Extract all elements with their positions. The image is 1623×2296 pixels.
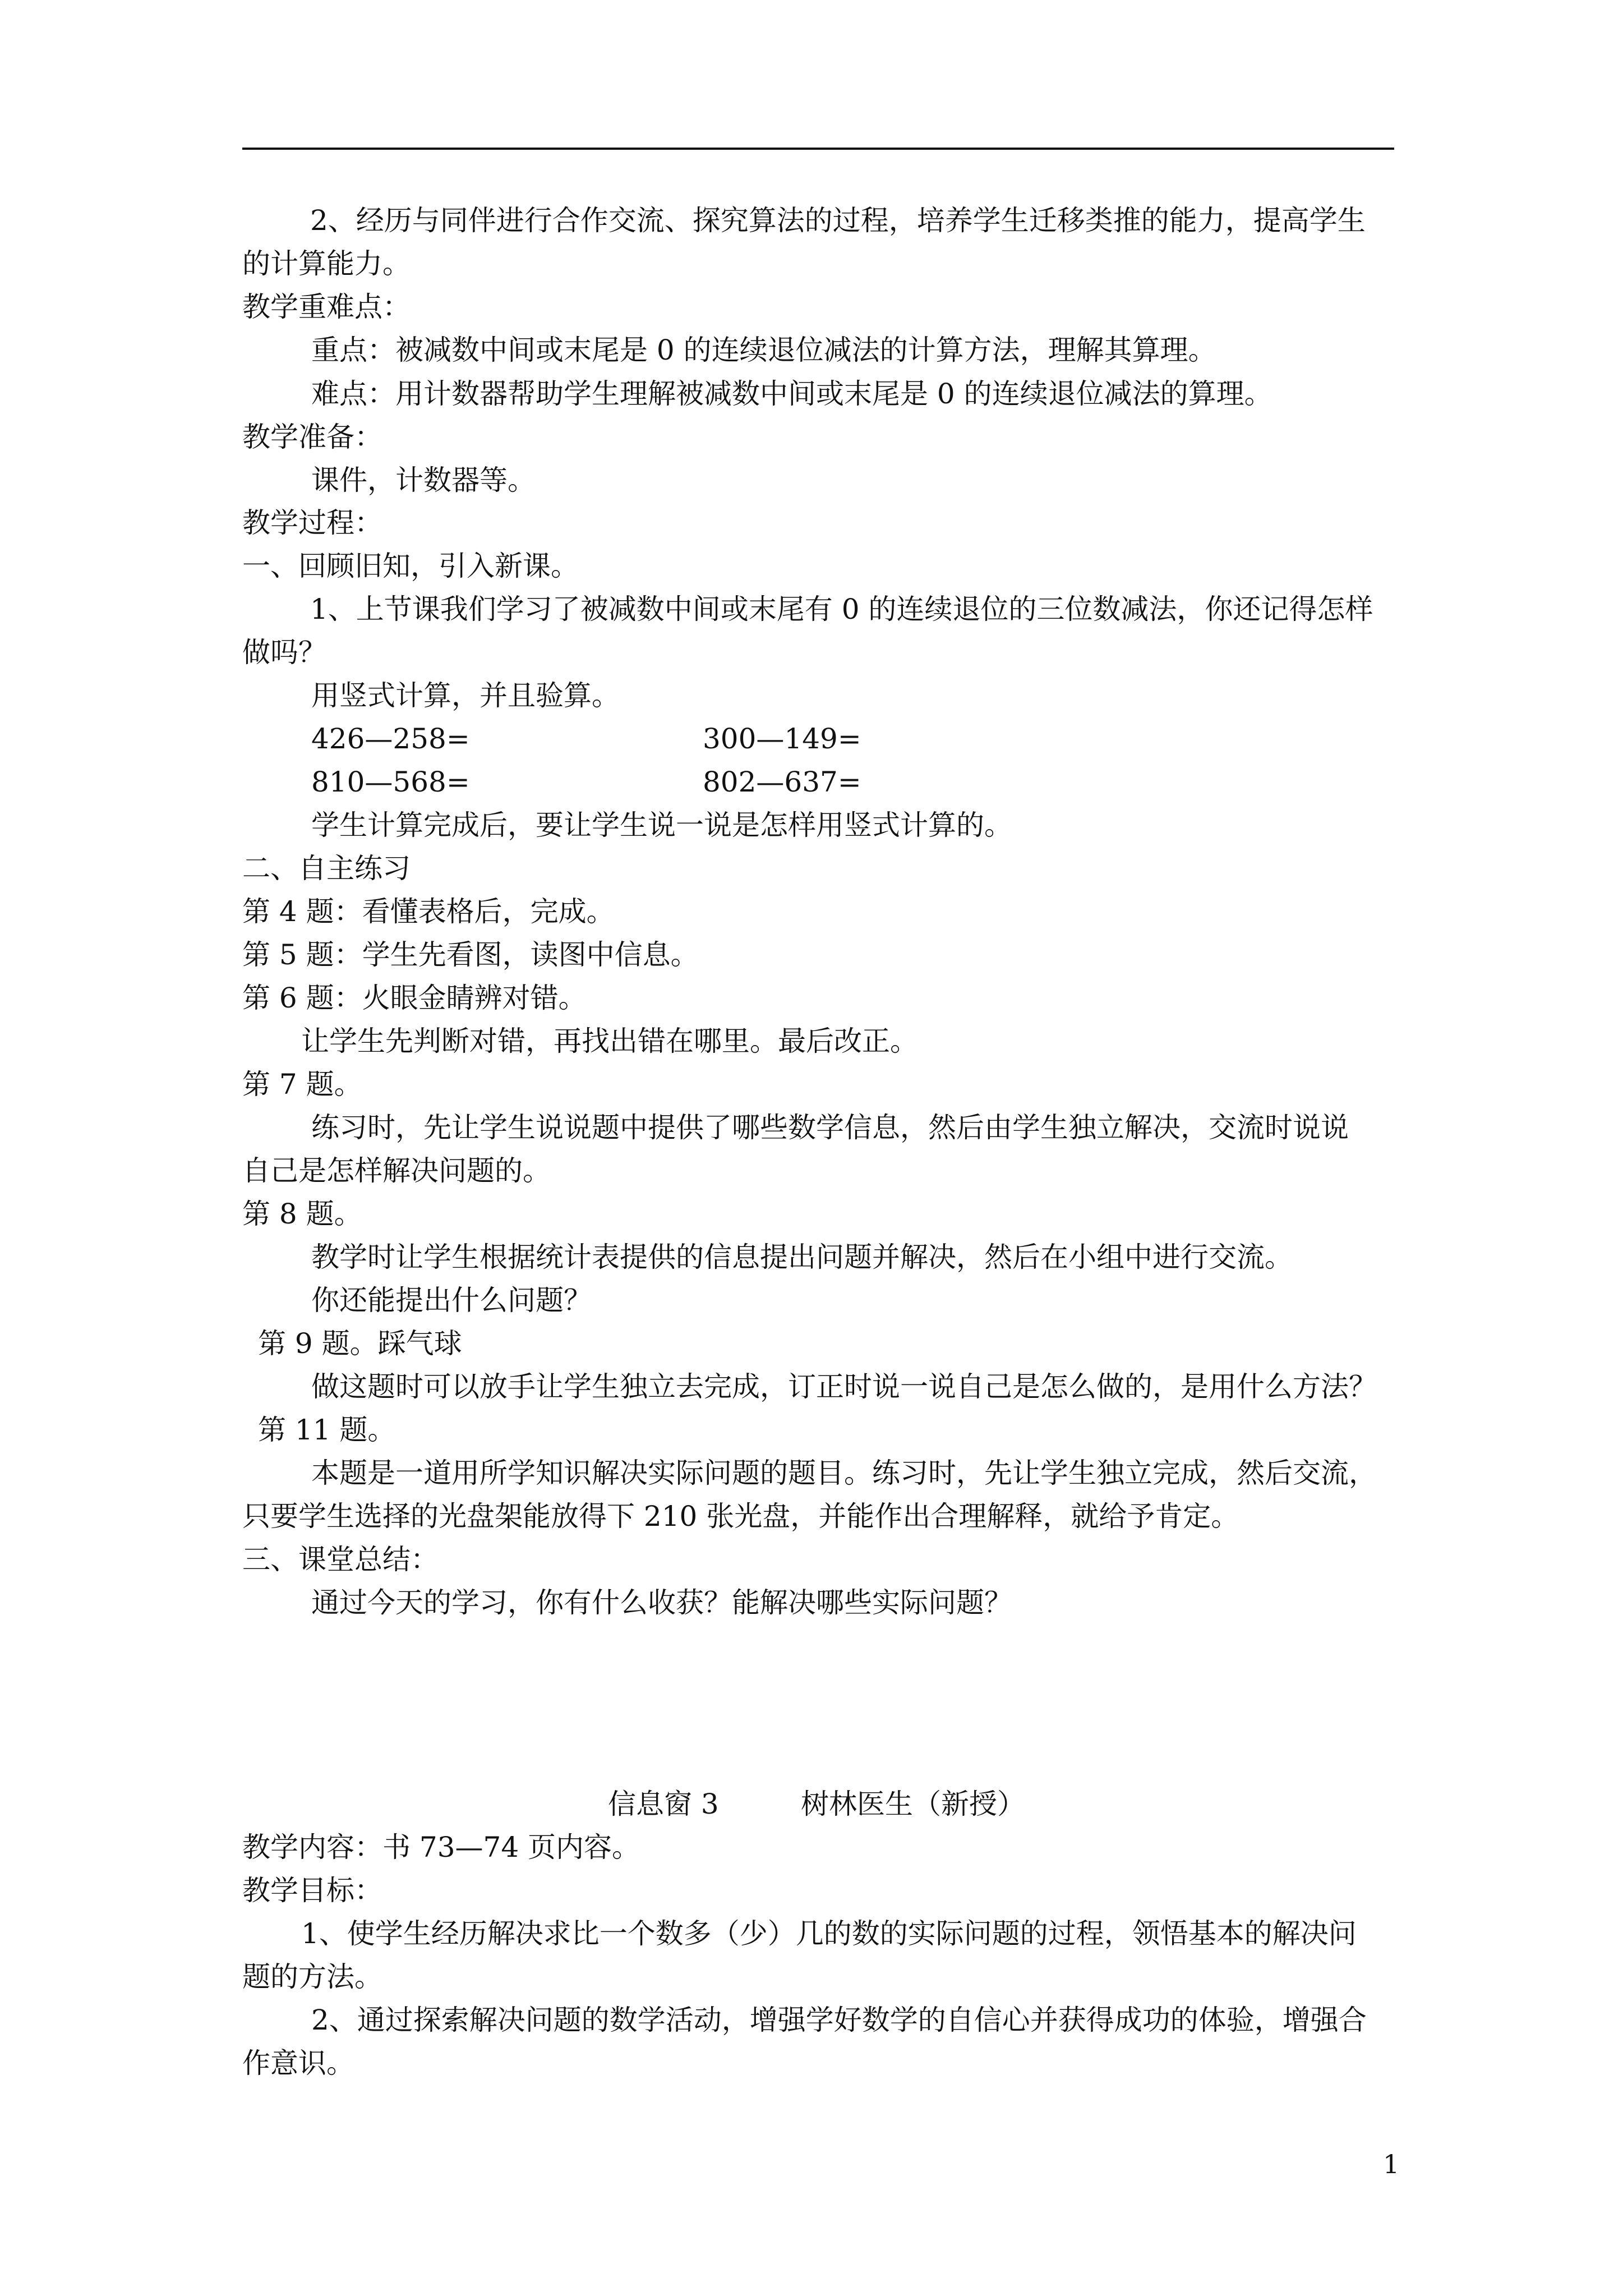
key-points-heading: 教学重难点：: [242, 291, 411, 323]
section-1-title: 一、回顾旧知，引入新课。: [242, 550, 579, 582]
goal-2-line-1: 2、经历与同伴进行合作交流、探究算法的过程，培养学生迁移类推的能力，提高学生: [310, 204, 1366, 237]
next-goal-1-line-1: 1、使学生经历解决求比一个数多（少）几的数的实际问题的过程，领悟基本的解决问: [301, 1917, 1357, 1950]
next-goal-1-line-2: 题的方法。: [242, 1961, 382, 1993]
goals-heading: 教学目标：: [242, 1874, 382, 1907]
question-7-note-line-2: 自己是怎样解决问题的。: [242, 1154, 551, 1187]
info-window-title: 信息窗 3: [608, 1788, 719, 1820]
question-8-note-2: 你还能提出什么问题？: [311, 1284, 592, 1317]
exercise: 426—258=: [311, 723, 470, 755]
preparation-items: 课件，计数器等。: [311, 464, 536, 496]
goal-2-line-2: 的计算能力。: [242, 247, 411, 280]
section-3-title: 三、课堂总结：: [242, 1543, 439, 1576]
question-9-note: 做这题时可以放手让学生独立去完成，订正时说一说自己是怎么做的，是用什么方法？: [311, 1370, 1377, 1403]
question-9: 第 9 题。踩气球: [258, 1327, 462, 1360]
header-rule: [242, 148, 1394, 150]
exercise: 810—568=: [311, 766, 470, 798]
summary-question: 通过今天的学习，你有什么收获？能解决哪些实际问题？: [311, 1586, 1012, 1619]
exercise: 300—149=: [703, 723, 861, 755]
review-question-line-2: 做吗？: [242, 636, 326, 669]
section-2-title: 二、自主练习: [242, 852, 411, 885]
calc-instruction: 用竖式计算，并且验算。: [311, 679, 620, 712]
page-number: 1: [1383, 2149, 1400, 2179]
question-11: 第 11 题。: [258, 1414, 396, 1446]
question-11-note-line-1: 本题是一道用所学知识解决实际问题的题目。练习时，先让学生独立完成，然后交流，: [311, 1457, 1377, 1489]
calc-followup: 学生计算完成后，要让学生说一说是怎样用竖式计算的。: [311, 809, 1012, 841]
lesson-topic: 树林医生（新授）: [801, 1788, 1025, 1820]
process-heading: 教学过程：: [242, 507, 382, 539]
question-5: 第 5 题：学生先看图，读图中信息。: [242, 938, 699, 971]
preparation-heading: 教学准备：: [242, 421, 382, 453]
question-8-note-1: 教学时让学生根据统计表提供的信息提出问题并解决，然后在小组中进行交流。: [311, 1241, 1293, 1273]
question-11-note-line-2: 只要学生选择的光盘架能放得下 210 张光盘，并能作出合理解释，就给予肯定。: [242, 1500, 1239, 1533]
difficulty-point: 难点：用计数器帮助学生理解被减数中间或末尾是 0 的连续退位减法的算理。: [311, 378, 1272, 410]
question-7: 第 7 题。: [242, 1068, 362, 1101]
next-goal-2-line-2: 作意识。: [242, 2047, 354, 2079]
focus-point: 重点：被减数中间或末尾是 0 的连续退位减法的计算方法，理解其算理。: [311, 334, 1216, 366]
question-8: 第 8 题。: [242, 1198, 362, 1230]
review-question-line-1: 1、上节课我们学习了被减数中间或末尾有 0 的连续退位的三位数减法，你还记得怎样: [310, 593, 1373, 625]
exercise: 802—637=: [703, 766, 861, 798]
lesson-content: 教学内容：书 73—74 页内容。: [242, 1831, 640, 1864]
question-6: 第 6 题：火眼金睛辨对错。: [242, 982, 587, 1014]
question-6-note: 让学生先判断对错，再找出错在哪里。最后改正。: [301, 1025, 918, 1057]
next-goal-2-line-1: 2、通过探索解决问题的数学活动，增强学好数学的自信心并获得成功的体验，增强合: [311, 2004, 1367, 2036]
question-4: 第 4 题：看懂表格后，完成。: [242, 895, 615, 928]
question-7-note-line-1: 练习时，先让学生说说题中提供了哪些数学信息，然后由学生独立解决，交流时说说: [311, 1111, 1349, 1144]
